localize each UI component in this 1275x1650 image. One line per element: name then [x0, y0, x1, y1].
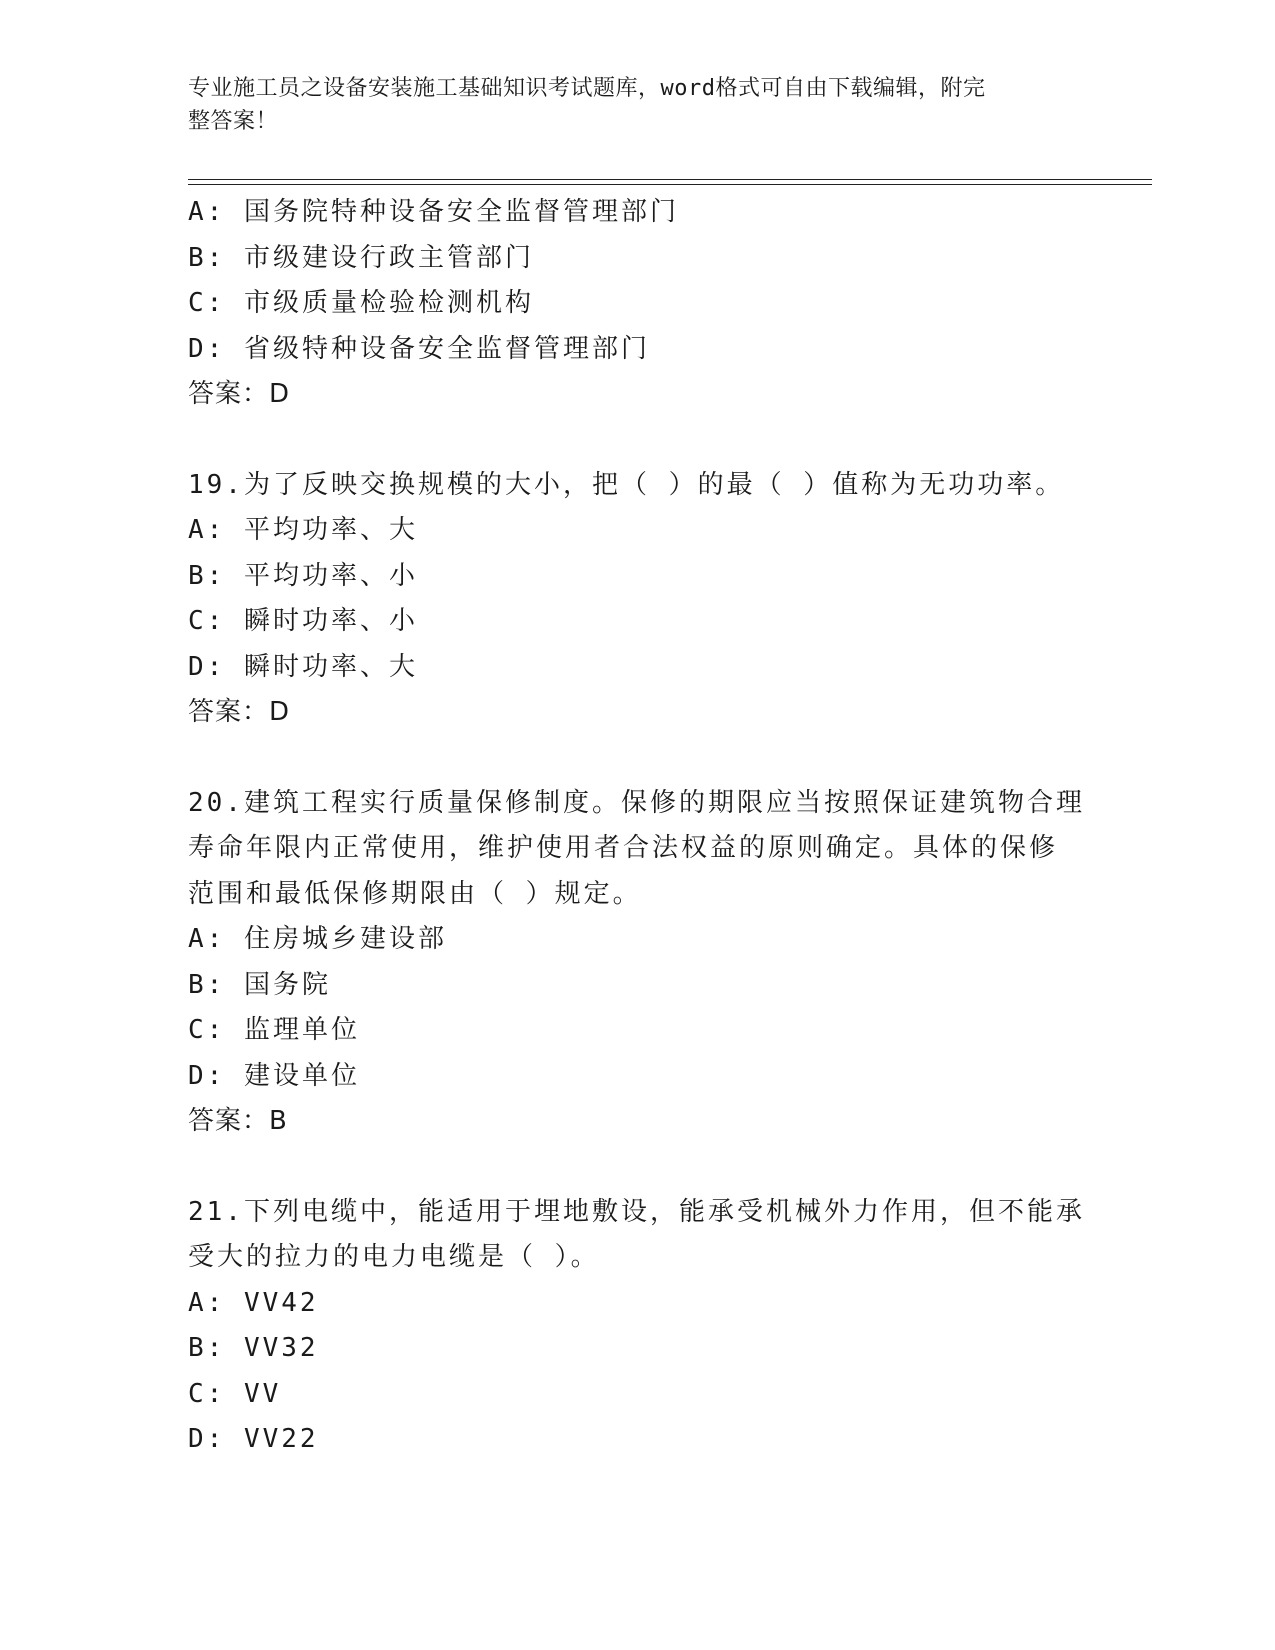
option-a: A: VV42 — [188, 1287, 319, 1318]
option-d: D: 省级特种设备安全监督管理部门 — [188, 333, 650, 364]
header-rule-bottom — [188, 184, 1152, 185]
option-b: B: 市级建设行政主管部门 — [188, 242, 534, 273]
spacer — [188, 1145, 1088, 1190]
option-c: C: 市级质量检验检测机构 — [188, 288, 534, 318]
question-stem-line-3: 范围和最低保修期限由（ ）规定。 — [188, 878, 642, 909]
question-20 — [188, 781, 1088, 1145]
option-b: B: 平均功率、小 — [188, 560, 418, 591]
spacer — [188, 418, 1088, 463]
question-stem-line-1: 20.建筑工程实行质量保修制度。保修的期限应当按照保证建筑物合理 — [188, 787, 1085, 818]
option-a: A: 住房城乡建设部 — [188, 924, 447, 954]
question-stem-line-1: 21.下列电缆中，能适用于埋地敷设，能承受机械外力作用，但不能承 — [188, 1196, 1085, 1227]
answer: 答案：D — [188, 697, 291, 727]
option-d: D: 建设单位 — [188, 1060, 360, 1091]
question-stem-line-2: 寿命年限内正常使用，维护使用者合法权益的原则确定。具体的保修 — [188, 833, 1059, 863]
question-19 — [188, 463, 1088, 736]
option-a: A: 国务院特种设备安全监督管理部门 — [188, 197, 679, 227]
header-title-line-2: 整答案！ — [188, 109, 279, 134]
option-c: C: 瞬时功率、小 — [188, 606, 418, 636]
option-b: B: VV32 — [188, 1333, 319, 1363]
question-stem: 19.为了反映交换规模的大小，把（ ）的最（ ）值称为无功功率。 — [188, 469, 1065, 500]
option-c: C: VV — [188, 1378, 282, 1409]
document-header — [188, 72, 1068, 138]
answer: 答案：D — [188, 379, 291, 409]
spacer — [188, 736, 1088, 781]
question-18-tail — [188, 190, 1088, 418]
header-title-line-1: 专业施工员之设备安装施工基础知识考试题库，word格式可自由下载编辑，附完 — [188, 76, 986, 101]
question-21 — [188, 1190, 1088, 1463]
option-b: B: 国务院 — [188, 969, 331, 1000]
option-c: C: 监理单位 — [188, 1015, 360, 1045]
header-rule-top — [188, 179, 1152, 180]
option-d: D: 瞬时功率、大 — [188, 651, 418, 682]
question-stem-line-2: 受大的拉力的电力电缆是（ ）。 — [188, 1242, 600, 1272]
answer: 答案：B — [188, 1106, 288, 1136]
option-a: A: 平均功率、大 — [188, 515, 418, 545]
question-list — [188, 190, 1088, 1463]
option-d: D: VV22 — [188, 1424, 319, 1454]
